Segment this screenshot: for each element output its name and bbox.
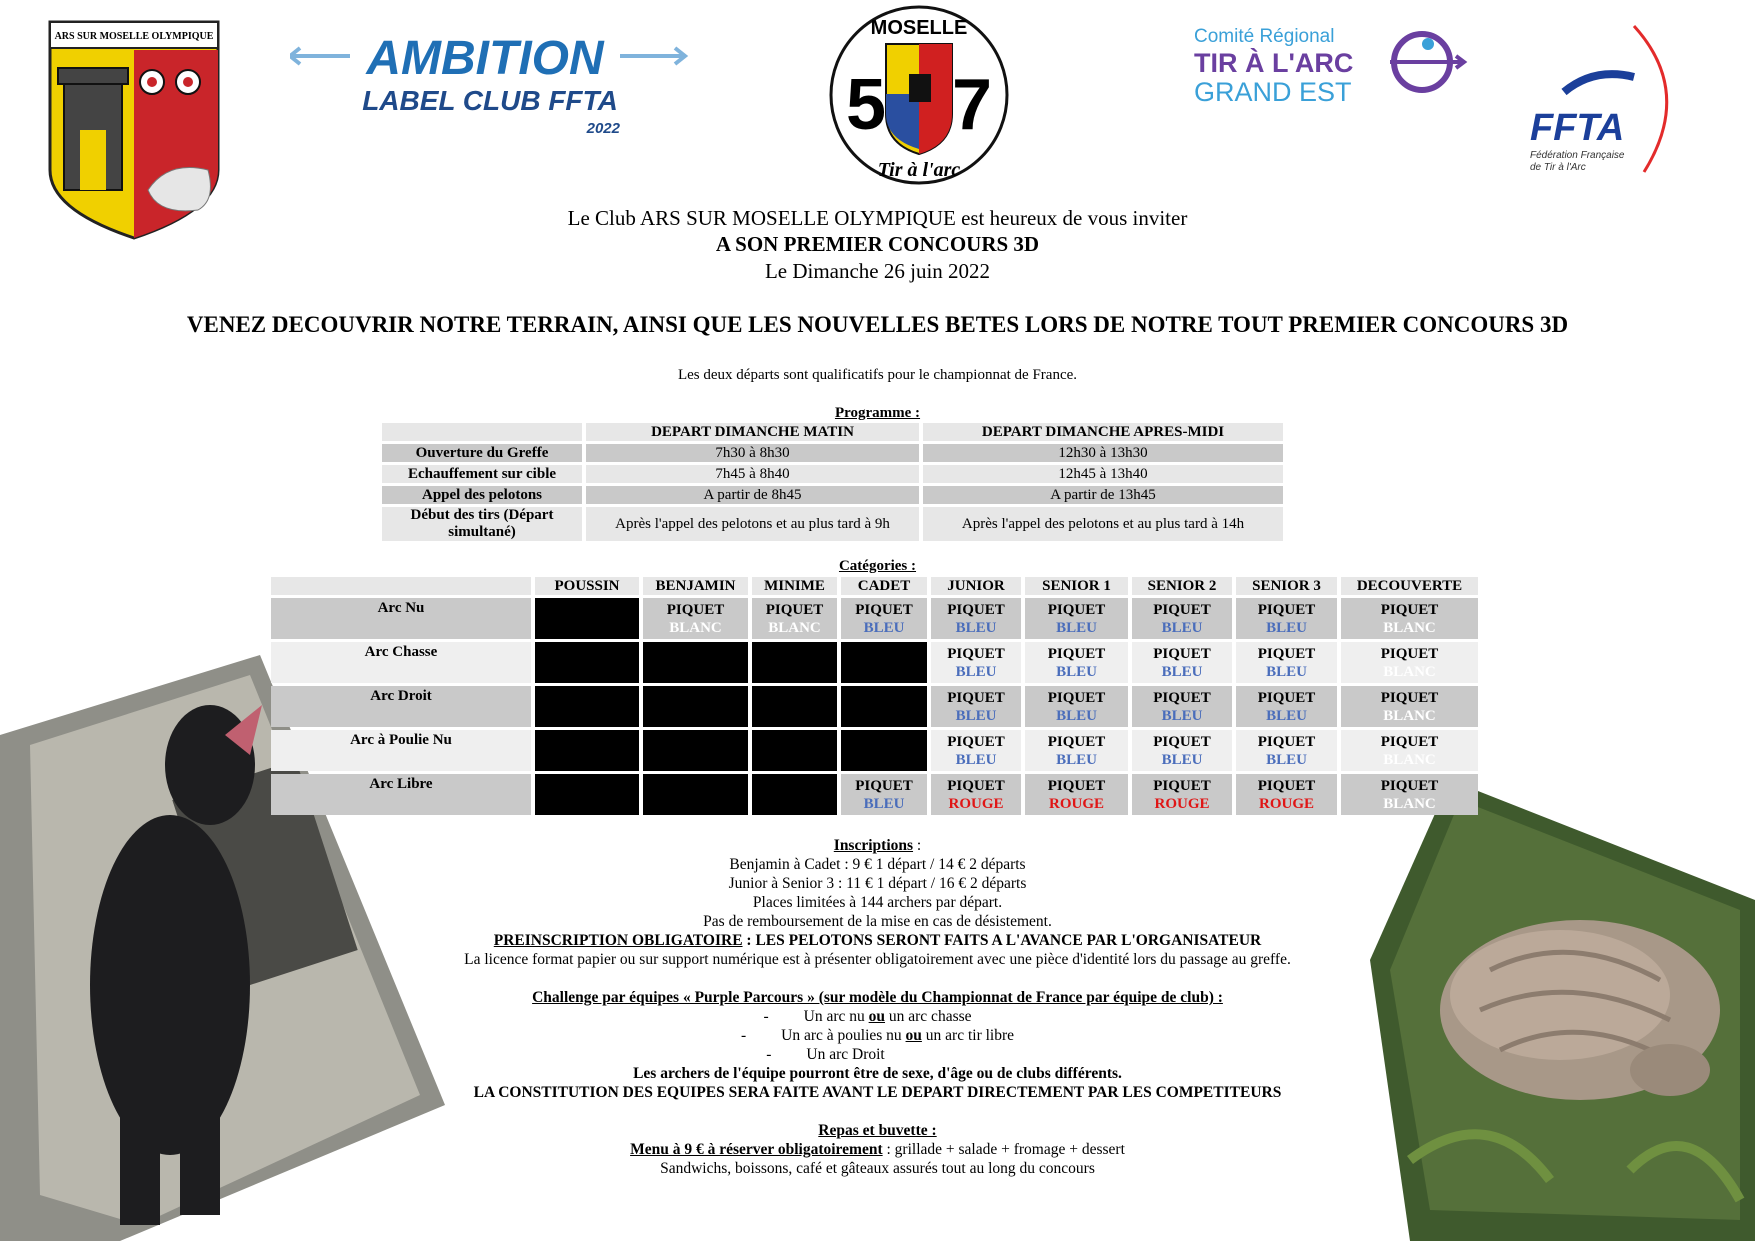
category-cell xyxy=(1025,730,1128,771)
ambition-label-logo xyxy=(290,30,690,140)
category-bow-label: Arc Chasse xyxy=(271,642,531,683)
programme-value: A partir de 8h45 xyxy=(586,486,919,504)
challenge-title: Challenge par équipes « Purple Parcours » (sur modèle du Championnat de France par équipe de club) : xyxy=(532,989,1223,1006)
preinscription-text: : LES PELOTONS SERONT FAITS A L'AVANCE PAR L'ORGANISATEUR xyxy=(742,932,1262,949)
piquet-label: PIQUET xyxy=(1153,733,1211,750)
programme-table xyxy=(378,420,1287,544)
piquet-label: PIQUET xyxy=(1153,601,1211,618)
category-cell-unavailable xyxy=(752,774,837,815)
categories-header: CADET xyxy=(841,577,927,595)
piquet-color: BLEU xyxy=(955,751,997,768)
piquet-label: PIQUET xyxy=(855,601,913,618)
menu-text: : grillade + salade + fromage + dessert xyxy=(882,1141,1125,1158)
piquet-color: BLANC xyxy=(1383,663,1436,680)
intro-line3: Le Dimanche 26 juin 2022 xyxy=(764,259,991,283)
categories-header: BENJAMIN xyxy=(643,577,748,595)
programme-value: 12h30 à 13h30 xyxy=(923,444,1283,462)
category-cell xyxy=(1132,774,1232,815)
categories-row xyxy=(271,730,1478,771)
menu-label: Menu à 9 € à réserver obligatoirement xyxy=(630,1141,883,1158)
comite-regional-grand-est-logo xyxy=(1190,22,1470,112)
piquet-label: PIQUET xyxy=(1047,777,1106,794)
piquet-label: PIQUET xyxy=(1380,777,1439,794)
category-cell xyxy=(841,774,927,815)
ambition-year: 2022 xyxy=(586,120,620,137)
piquet-color: BLEU xyxy=(955,663,997,680)
category-cell xyxy=(1025,642,1128,683)
piquet-color: BLEU xyxy=(1056,663,1097,680)
programme-header-apres-midi: DEPART DIMANCHE APRES-MIDI xyxy=(923,423,1283,441)
categories-header: SENIOR 1 xyxy=(1025,577,1128,595)
category-cell xyxy=(1236,774,1337,815)
category-cell-unavailable xyxy=(535,774,639,815)
programme-value: Après l'appel des pelotons et au plus tard à 9h xyxy=(586,507,919,541)
category-cell-unavailable xyxy=(841,730,927,771)
piquet-color: BLEU xyxy=(1266,619,1307,636)
piquet-label: PIQUET xyxy=(1153,777,1211,794)
category-cell xyxy=(931,642,1021,683)
category-cell xyxy=(1025,774,1128,815)
category-bow-label: Arc Droit xyxy=(271,686,531,727)
programme-value: 7h45 à 8h40 xyxy=(586,465,919,483)
categories-row xyxy=(271,686,1478,727)
piquet-color: BLEU xyxy=(1056,707,1097,724)
categories-row xyxy=(271,774,1478,815)
repas-title: Repas et buvette : xyxy=(818,1122,937,1139)
piquet-color: BLEU xyxy=(1161,707,1203,724)
programme-row xyxy=(382,465,1283,483)
inscriptions-line: Junior à Senior 3 : 11 € 1 départ / 16 € 2 départs xyxy=(728,875,1027,892)
programme-label: Echauffement sur cible xyxy=(382,465,582,483)
category-cell xyxy=(1025,598,1128,639)
programme-label: Appel des pelotons xyxy=(382,486,582,504)
category-bow-label: Arc Nu xyxy=(271,598,531,639)
programme-title: Programme : xyxy=(834,405,921,421)
category-cell xyxy=(752,598,837,639)
ffta-sub2: de Tir à l'Arc xyxy=(1530,162,1586,173)
programme-row xyxy=(382,486,1283,504)
piquet-color: ROUGE xyxy=(1258,795,1314,812)
piquet-color: BLEU xyxy=(1266,751,1307,768)
piquet-label: PIQUET xyxy=(1257,645,1316,662)
categories-title: Catégories : xyxy=(838,558,917,574)
piquet-label: PIQUET xyxy=(1257,689,1316,706)
inscriptions-colon: : xyxy=(913,837,922,854)
category-cell xyxy=(1341,598,1478,639)
challenge-item: - Un arc à poulies nu ou un arc tir libre xyxy=(740,1027,1015,1044)
category-cell xyxy=(931,598,1021,639)
preinscription-label: PREINSCRIPTION OBLIGATOIRE xyxy=(493,932,743,949)
moselle-digit-7: 7 xyxy=(952,65,993,145)
piquet-label: PIQUET xyxy=(947,689,1005,706)
category-cell-unavailable xyxy=(643,730,748,771)
ars-logo-text: ARS SUR MOSELLE OLYMPIQUE xyxy=(54,31,214,42)
piquet-label: PIQUET xyxy=(1047,601,1106,618)
inscriptions-line: Benjamin à Cadet : 9 € 1 départ / 14 € 2 départs xyxy=(729,856,1026,873)
categories-header-empty xyxy=(271,577,531,595)
category-cell-unavailable xyxy=(643,642,748,683)
programme-value: A partir de 13h45 xyxy=(923,486,1283,504)
piquet-label: PIQUET xyxy=(1380,733,1439,750)
category-cell xyxy=(1236,730,1337,771)
category-cell xyxy=(1341,686,1478,727)
moselle-bottom-text: Tir à l'arc xyxy=(877,159,961,181)
challenge-item: - Un arc Droit xyxy=(766,1046,885,1063)
category-bow-label: Arc à Poulie Nu xyxy=(271,730,531,771)
category-cell xyxy=(1132,730,1232,771)
moselle-top-text: MOSELLE xyxy=(870,17,968,39)
piquet-color: BLANC xyxy=(1383,707,1436,724)
programme-header-matin: DEPART DIMANCHE MATIN xyxy=(586,423,919,441)
piquet-color: BLEU xyxy=(955,619,997,636)
moselle-tir-a-larc-logo xyxy=(824,4,1014,186)
ffta-logo xyxy=(1524,22,1684,176)
comite-line3: GRAND EST xyxy=(1194,77,1352,107)
intro-line1: Le Club ARS SUR MOSELLE OLYMPIQUE est heureux de vous inviter xyxy=(567,206,1188,230)
piquet-color: ROUGE xyxy=(1154,795,1210,812)
moselle-digit-5: 5 xyxy=(846,65,887,145)
repas-line2: Sandwichs, boissons, café et gâteaux assurés tout au long du concours xyxy=(660,1160,1095,1177)
category-cell xyxy=(1341,730,1478,771)
piquet-label: PIQUET xyxy=(855,777,913,794)
category-cell xyxy=(643,598,748,639)
category-cell xyxy=(1132,686,1232,727)
inscriptions-section xyxy=(0,836,1755,1178)
categories-header: MINIME xyxy=(752,577,837,595)
category-cell xyxy=(1132,642,1232,683)
programme-value: 7h30 à 8h30 xyxy=(586,444,919,462)
piquet-label: PIQUET xyxy=(947,777,1005,794)
piquet-color: BLEU xyxy=(1161,751,1203,768)
piquet-label: PIQUET xyxy=(1380,645,1439,662)
piquet-color: BLEU xyxy=(955,707,997,724)
programme-row xyxy=(382,507,1283,541)
category-cell-unavailable xyxy=(643,774,748,815)
piquet-label: PIQUET xyxy=(1153,689,1211,706)
category-cell-unavailable xyxy=(535,686,639,727)
headline: VENEZ DECOUVRIR NOTRE TERRAIN, AINSI QUE LES NOUVELLES BETES LORS DE NOTRE TOUT PREMIER CONCOURS 3D xyxy=(186,312,1569,337)
inscriptions-line: Pas de remboursement de la mise en cas de désistement. xyxy=(703,913,1052,930)
piquet-label: PIQUET xyxy=(1257,777,1316,794)
category-cell xyxy=(841,598,927,639)
piquet-label: PIQUET xyxy=(666,601,725,618)
category-cell xyxy=(1132,598,1232,639)
ambition-title: AMBITION xyxy=(366,32,604,85)
category-cell-unavailable xyxy=(535,730,639,771)
piquet-color: BLEU xyxy=(1161,663,1203,680)
piquet-label: PIQUET xyxy=(1380,601,1439,618)
ambition-subtitle: LABEL CLUB FFTA xyxy=(362,85,618,116)
ffta-sub1: Fédération Française xyxy=(1530,150,1625,161)
category-cell xyxy=(931,686,1021,727)
category-cell xyxy=(1341,642,1478,683)
category-cell xyxy=(1236,598,1337,639)
category-cell-unavailable xyxy=(752,642,837,683)
category-cell xyxy=(931,730,1021,771)
category-cell-unavailable xyxy=(752,730,837,771)
challenge-note2: LA CONSTITUTION DES EQUIPES SERA FAITE AVANT LE DEPART DIRECTEMENT PAR LES COMPETITEURS xyxy=(473,1084,1282,1101)
categories-header: POUSSIN xyxy=(535,577,639,595)
category-cell-unavailable xyxy=(643,686,748,727)
comite-line1: Comité Régional xyxy=(1194,26,1335,47)
piquet-color: BLANC xyxy=(768,619,821,636)
category-cell-unavailable xyxy=(535,598,639,639)
programme-row xyxy=(382,444,1283,462)
piquet-label: PIQUET xyxy=(1257,601,1316,618)
category-cell xyxy=(1236,642,1337,683)
intro-line2: A SON PREMIER CONCOURS 3D xyxy=(715,232,1040,256)
category-bow-label: Arc Libre xyxy=(271,774,531,815)
piquet-color: BLANC xyxy=(669,619,722,636)
piquet-color: ROUGE xyxy=(1048,795,1104,812)
piquet-label: PIQUET xyxy=(1257,733,1316,750)
categories-header: JUNIOR xyxy=(931,577,1021,595)
categories-header: SENIOR 2 xyxy=(1132,577,1232,595)
categories-header: DECOUVERTE xyxy=(1341,577,1478,595)
categories-row xyxy=(271,598,1478,639)
category-cell-unavailable xyxy=(535,642,639,683)
piquet-label: PIQUET xyxy=(1047,733,1106,750)
programme-header-empty xyxy=(382,423,582,441)
piquet-label: PIQUET xyxy=(1047,645,1106,662)
licence-note: La licence format papier ou sur support numérique est à présenter obligatoirement avec une pièce d'identité lors du passage au greffe. xyxy=(464,951,1291,968)
piquet-color: BLANC xyxy=(1383,751,1436,768)
programme-label: Début des tirs (Départ simultané) xyxy=(382,507,582,541)
ffta-text: FFTA xyxy=(1530,107,1625,149)
category-cell-unavailable xyxy=(841,642,927,683)
category-cell xyxy=(931,774,1021,815)
piquet-color: BLEU xyxy=(863,795,905,812)
inscriptions-title: Inscriptions xyxy=(833,837,914,854)
piquet-label: PIQUET xyxy=(765,601,824,618)
piquet-color: ROUGE xyxy=(948,795,1004,812)
piquet-label: PIQUET xyxy=(1047,689,1106,706)
piquet-color: BLEU xyxy=(1161,619,1203,636)
inscriptions-line: Places limitées à 144 archers par départ. xyxy=(752,894,1003,911)
categories-table xyxy=(267,574,1482,818)
piquet-color: BLANC xyxy=(1383,619,1436,636)
piquet-label: PIQUET xyxy=(1153,645,1211,662)
qualif-note: Les deux départs sont qualificatifs pour le championnat de France. xyxy=(677,367,1078,383)
category-cell xyxy=(1341,774,1478,815)
piquet-label: PIQUET xyxy=(947,733,1005,750)
category-cell xyxy=(1236,686,1337,727)
piquet-color: BLEU xyxy=(1056,619,1097,636)
piquet-color: BLEU xyxy=(1266,663,1307,680)
piquet-label: PIQUET xyxy=(1380,689,1439,706)
categories-row xyxy=(271,642,1478,683)
categories-header-row xyxy=(271,577,1478,595)
programme-value: 12h45 à 13h40 xyxy=(923,465,1283,483)
piquet-color: BLANC xyxy=(1383,795,1436,812)
piquet-label: PIQUET xyxy=(947,601,1005,618)
category-cell xyxy=(1025,686,1128,727)
piquet-label: PIQUET xyxy=(947,645,1005,662)
piquet-color: BLEU xyxy=(1266,707,1307,724)
category-cell-unavailable xyxy=(841,686,927,727)
programme-value: Après l'appel des pelotons et au plus tard à 14h xyxy=(923,507,1283,541)
piquet-color: BLEU xyxy=(1056,751,1097,768)
comite-line2: TIR À L'ARC xyxy=(1194,48,1354,78)
challenge-item: - Un arc nu ou un arc chasse xyxy=(763,1008,972,1025)
category-cell-unavailable xyxy=(752,686,837,727)
programme-header-row xyxy=(382,423,1283,441)
piquet-color: BLEU xyxy=(863,619,905,636)
programme-label: Ouverture du Greffe xyxy=(382,444,582,462)
categories-header: SENIOR 3 xyxy=(1236,577,1337,595)
challenge-note1: Les archers de l'équipe pourront être de sexe, d'âge ou de clubs différents. xyxy=(633,1065,1122,1082)
